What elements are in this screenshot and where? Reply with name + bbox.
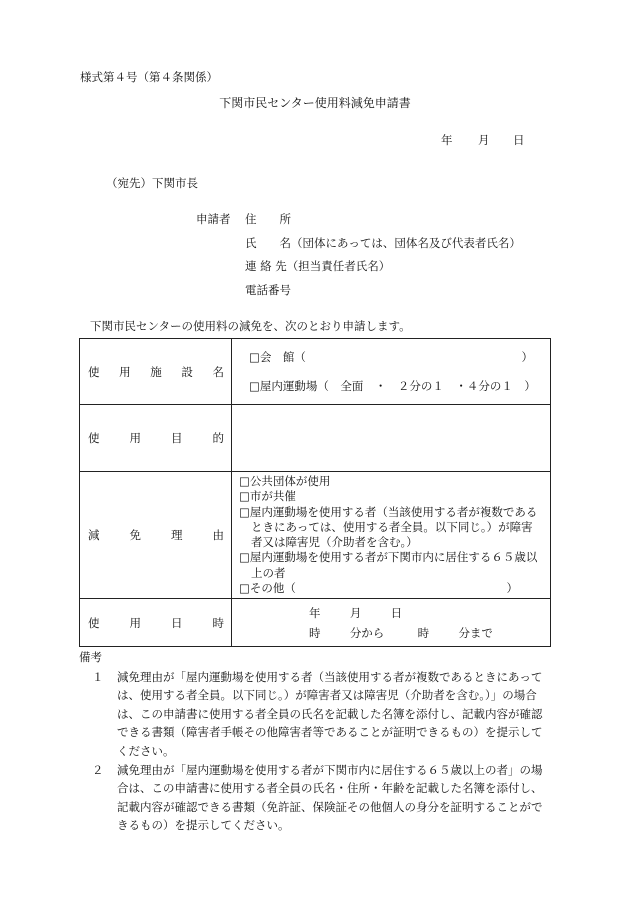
applicant-label: 申請者 <box>196 212 231 226</box>
label-char: 免 <box>129 528 141 543</box>
note-text: 減免理由が「屋内運動場を使用する者（当該使用する者が複数であるときにあっては、使用する者全員。以下同じ。）が障害者又は障害児（介助者を含む。）」の場合は、この申請書に使用する者全員の氏名を記載した名簿を添付し、記載内容が確認できる書類（障害者手帳その他障害者等であることが証明できるもの）を提示してください。 <box>117 670 543 758</box>
label-char: 用 <box>119 364 131 379</box>
date-month-label: 月 <box>478 133 490 147</box>
purpose-row <box>80 405 551 472</box>
reason-public-body-checkbox[interactable]: □公共団体が使用 <box>239 474 331 488</box>
gym-option[interactable]: □屋内運動場（ 全面 ・ ２分の１ ・４分の１ ） <box>249 379 536 393</box>
label-char: 使 <box>88 431 100 445</box>
label-char: 日 <box>171 615 183 630</box>
hall-option-label: □会 館（ <box>249 350 306 364</box>
facility-options <box>232 339 551 405</box>
page-title: 下関市民センター使用料減免申請書 <box>219 96 411 110</box>
label-char: 施 <box>150 364 162 379</box>
form-number: 様式第４号（第４条関係） <box>80 70 218 84</box>
hall-option-close: ） <box>521 350 533 364</box>
reason-row <box>80 472 551 599</box>
reason-options <box>232 472 551 599</box>
reason-senior-checkbox[interactable]: □屋内運動場を使用する者が下関市内に居住する６５歳以上の者 <box>239 550 538 580</box>
label-char: 用 <box>129 431 141 445</box>
applicant-address-field[interactable]: 住 所 <box>245 212 291 226</box>
datetime-input[interactable] <box>232 599 551 647</box>
reason-other-label: □その他（ <box>239 581 296 596</box>
facility-label <box>80 339 232 405</box>
datetime-row <box>80 599 551 647</box>
note-item <box>92 761 552 835</box>
datetime-hour-from-label: 時 <box>309 625 321 640</box>
notes-title: 備考 <box>79 650 102 664</box>
label-char: 減 <box>88 528 100 543</box>
reason-other-close: ） <box>506 581 518 596</box>
reason-other-checkbox[interactable] <box>239 581 542 596</box>
datetime-month-label: 月 <box>349 605 362 620</box>
hall-option[interactable] <box>232 347 550 367</box>
datetime-hour-to-label: 時 <box>417 625 430 640</box>
application-table <box>79 338 551 647</box>
label-char: 時 <box>212 615 224 630</box>
label-char: 目 <box>171 431 183 445</box>
label-char: 使 <box>88 364 100 379</box>
label-char: 名 <box>212 364 224 379</box>
label-char: 用 <box>129 615 141 630</box>
intro-text: 下関市民センターの使用料の減免を、次のとおり申請します。 <box>90 319 411 333</box>
label-char: 設 <box>181 364 193 379</box>
datetime-minute-to-label: 分まで <box>458 625 493 640</box>
label-char: 使 <box>88 615 100 630</box>
applicant-phone-field[interactable]: 電話番号 <box>245 283 291 297</box>
label-char: 理 <box>171 528 183 543</box>
note-item <box>92 668 552 760</box>
reason-city-cosponsor-checkbox[interactable]: □市が共催 <box>239 489 296 504</box>
purpose-input[interactable] <box>232 405 551 472</box>
applicant-contact-field[interactable]: 連 絡 先（担当責任者氏名） <box>245 259 391 273</box>
applicant-name-field[interactable]: 氏 名（団体にあっては、団体名及び代表者氏名） <box>245 236 521 250</box>
reason-disability-checkbox[interactable]: □屋内運動場を使用する者（当該使用する者が複数であるときにあっては、使用する者全員。以下同じ。）が障害者又は障害児（介助者を含む。） <box>239 504 538 550</box>
note-number: ２ <box>92 763 104 777</box>
date-day-label: 日 <box>513 133 525 147</box>
reason-label <box>80 472 232 599</box>
label-char: 的 <box>212 431 224 445</box>
addressee: （宛先）下関市長 <box>106 176 198 190</box>
facility-row <box>80 339 551 405</box>
datetime-day-label: 日 <box>390 605 403 620</box>
datetime-year-label: 年 <box>309 605 321 620</box>
date-year-label: 年 <box>441 133 453 147</box>
note-number: １ <box>92 670 104 684</box>
label-char: 由 <box>212 528 224 543</box>
datetime-minute-from-label: 分から <box>349 625 385 640</box>
purpose-label <box>80 405 232 472</box>
note-text: 減免理由が「屋内運動場を使用する者が下関市内に居住する６５歳以上の者」の場合は、この申請書に使用する者全員の氏名・住所・年齢を記載した名簿を添付し、記載内容が確認できる書類（免許証、保険証その他個人の身分を証明することができるもの）を提示してください。 <box>117 763 543 833</box>
datetime-label <box>80 599 232 647</box>
